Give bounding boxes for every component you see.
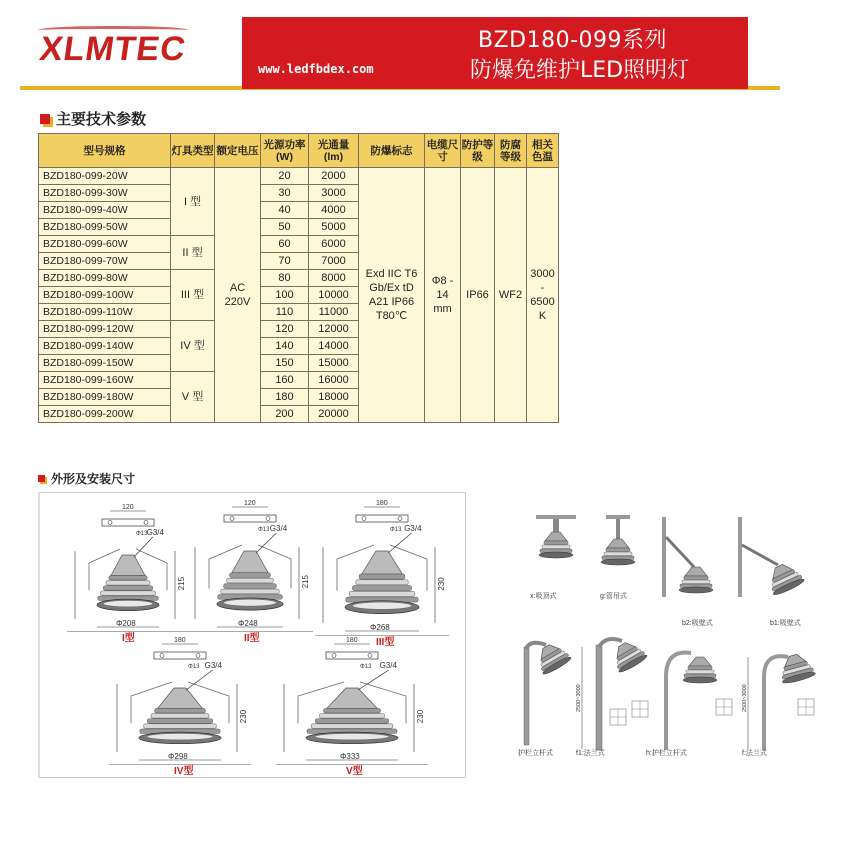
flux-cell: 11000	[309, 304, 359, 321]
lamp-fin	[682, 580, 710, 584]
pole-height-label: 2500~3000	[742, 684, 748, 712]
lamp-dome	[232, 551, 268, 573]
hole-label: Φ13	[390, 527, 402, 533]
lamp-dome	[607, 539, 629, 548]
ip-rating-cell: IP66	[461, 168, 495, 423]
series-title: BZD180-099系列	[478, 28, 668, 53]
model-cell: BZD180-099-50W	[39, 219, 171, 236]
thread-label: G3/4	[204, 661, 222, 670]
flux-cell: 14000	[309, 338, 359, 355]
power-cell: 40	[261, 202, 309, 219]
installation-label: f1:法兰式	[576, 750, 605, 757]
baseline	[187, 631, 313, 632]
lamp-type-label: V型	[346, 766, 363, 777]
lamp-fin	[352, 586, 411, 591]
lamp-glass	[315, 733, 389, 739]
lamp-type-cell: IV 型	[171, 321, 215, 372]
lamp-fin	[323, 708, 380, 712]
power-cell: 160	[261, 372, 309, 389]
mounting-bracket	[356, 515, 408, 522]
height-label: 230	[437, 577, 446, 591]
pole-arm	[599, 639, 622, 647]
width-label: Φ333	[340, 752, 360, 761]
dimension-drawings-svg	[40, 493, 468, 779]
baseline	[67, 631, 189, 632]
bolt-hole	[368, 654, 372, 658]
bracket-length-label: 120	[244, 500, 256, 507]
table-row	[39, 168, 559, 185]
bracket-length-label: 180	[346, 637, 358, 644]
lamp-fin	[356, 580, 409, 585]
power-cell: 60	[261, 236, 309, 253]
pole	[524, 647, 529, 745]
ceiling-mount	[536, 515, 576, 519]
height-label: 230	[239, 709, 248, 724]
hole-label: Φ13	[188, 664, 200, 670]
model-cell: BZD180-099-100W	[39, 287, 171, 304]
cable-size-cell: Φ8 - 14 mm	[425, 168, 461, 423]
col-header: 电缆尺寸	[425, 134, 461, 168]
lamp-fin	[151, 714, 209, 718]
thread-label: G3/4	[379, 661, 397, 670]
model-cell: BZD180-099-80W	[39, 270, 171, 287]
power-cell: 120	[261, 321, 309, 338]
bolt-hole	[230, 517, 234, 521]
title-banner	[242, 17, 748, 89]
flux-cell: 5000	[309, 219, 359, 236]
dimensions-heading	[38, 470, 135, 487]
lamp-drawing	[109, 637, 251, 777]
model-cell: BZD180-099-140W	[39, 338, 171, 355]
lamp-type-cell: V 型	[171, 372, 215, 423]
wall-arm	[666, 537, 694, 567]
power-cell: 200	[261, 406, 309, 423]
col-header: 光通量(lm)	[309, 134, 359, 168]
tilted-lamp	[608, 637, 648, 675]
installation-label: x:吸顶式	[530, 593, 557, 600]
lamp-fin	[359, 574, 405, 579]
baseline	[276, 764, 428, 765]
lamp-drawing	[276, 637, 428, 777]
installation-drawings	[516, 487, 832, 787]
flux-cell: 7000	[309, 253, 359, 270]
pendant-pipe	[616, 519, 620, 539]
lamp-cover	[679, 587, 713, 593]
power-cell: 140	[261, 338, 309, 355]
lamp-fin	[319, 714, 384, 718]
model-cell: BZD180-099-60W	[39, 236, 171, 253]
specs-heading	[40, 108, 146, 129]
lamp-fin	[147, 719, 213, 723]
bolt-hole	[266, 517, 270, 521]
flux-cell: 18000	[309, 389, 359, 406]
model-cell: BZD180-099-40W	[39, 202, 171, 219]
lamp-fin	[349, 591, 415, 596]
height-label: 230	[416, 709, 425, 724]
col-header: 防腐等级	[495, 134, 527, 168]
leader-line	[134, 537, 153, 557]
lamp-type-label: I型	[122, 633, 135, 644]
flux-cell: 16000	[309, 372, 359, 389]
lamp-type-cell: III 型	[171, 270, 215, 321]
product-title: 防爆免维护LED照明灯	[470, 58, 690, 83]
anticorrosion-cell: WF2	[495, 168, 527, 423]
lamp-cover	[601, 559, 635, 565]
installation-label: 护栏立杆式	[518, 750, 553, 757]
bracket-length-label: 180	[376, 500, 388, 507]
flux-cell: 20000	[309, 406, 359, 423]
lamp-fin	[606, 548, 630, 552]
lamp-glass	[103, 600, 153, 606]
voltage-cell: AC 220V	[215, 168, 261, 423]
power-cell: 80	[261, 270, 309, 287]
lamp-type-cell: I 型	[171, 168, 215, 236]
lamp-cover	[539, 552, 573, 558]
curved-pole	[666, 653, 691, 751]
wall-arm	[742, 545, 778, 565]
lamp-dome	[545, 532, 567, 541]
spec-table	[38, 133, 559, 423]
model-cell: BZD180-099-70W	[39, 253, 171, 270]
height-label: 215	[301, 575, 310, 589]
dimension-drawings	[38, 492, 466, 778]
lamp-drawing	[187, 500, 313, 644]
flux-cell: 3000	[309, 185, 359, 202]
stem	[553, 519, 559, 532]
lamp-fin	[686, 670, 714, 674]
installation-label: b1:吸壁式	[770, 620, 801, 627]
bolt-hole	[362, 517, 366, 521]
bolt-hole	[144, 521, 148, 525]
flux-cell: 12000	[309, 321, 359, 338]
lamp-dome	[327, 688, 378, 708]
baseline	[109, 764, 251, 765]
leader-line	[358, 670, 389, 690]
tilted-lamp	[764, 559, 806, 597]
bolt-hole	[196, 654, 200, 658]
col-header: 光源功率(W)	[261, 134, 309, 168]
width-label: Φ208	[116, 619, 136, 628]
leader-line	[256, 533, 276, 553]
lamp-fin	[315, 719, 389, 723]
lamp-fin	[100, 591, 155, 595]
model-cell: BZD180-099-30W	[39, 185, 171, 202]
power-cell: 50	[261, 219, 309, 236]
col-header: 灯具类型	[171, 134, 215, 168]
model-cell: BZD180-099-120W	[39, 321, 171, 338]
model-cell: BZD180-099-180W	[39, 389, 171, 406]
lamp-glass	[147, 733, 213, 739]
lamp-fin	[109, 575, 147, 579]
lamp-drawing	[67, 504, 189, 644]
col-header: 额定电压	[215, 134, 261, 168]
lamp-dome	[685, 567, 707, 576]
lamp-fin	[221, 589, 280, 594]
lamp-type-label: IV型	[174, 766, 194, 777]
installation-label: h:护栏立杆式	[646, 750, 687, 757]
width-label: Φ298	[168, 752, 188, 761]
lamp-type-label: III型	[376, 637, 395, 648]
dimensions-title: 外形及安装尺寸	[51, 472, 136, 486]
flux-cell: 4000	[309, 202, 359, 219]
flux-cell: 8000	[309, 270, 359, 287]
lamp-fin	[144, 724, 217, 728]
lamp-fin	[224, 584, 277, 589]
hole-label: Φ13	[136, 531, 148, 537]
lamp-type-label: II型	[244, 633, 260, 644]
width-label: Φ268	[370, 623, 390, 632]
power-cell: 110	[261, 304, 309, 321]
col-header: 防护等级	[461, 134, 495, 168]
website-url[interactable]: www.ledfbdex.com	[258, 62, 374, 76]
bolt-hole	[398, 517, 402, 521]
col-header: 型号规格	[39, 134, 171, 168]
power-cell: 20	[261, 168, 309, 185]
thread-label: G3/4	[269, 524, 288, 533]
col-header: 防爆标志	[359, 134, 425, 168]
pole-height-label: 2500~3000	[576, 684, 582, 712]
lamp-fin	[103, 586, 153, 590]
lamp-dome	[689, 657, 711, 666]
thread-label: G3/4	[146, 528, 164, 537]
lamp-fin	[542, 545, 570, 549]
lamp-fin	[544, 541, 568, 545]
table-header-row	[39, 134, 559, 168]
wall	[738, 517, 742, 597]
installation-drawings-svg	[516, 487, 832, 787]
lamp-dome	[362, 551, 403, 574]
flux-cell: 10000	[309, 287, 359, 304]
model-cell: BZD180-099-160W	[39, 372, 171, 389]
flux-cell: 15000	[309, 355, 359, 372]
baseline	[315, 635, 449, 636]
power-cell: 100	[261, 287, 309, 304]
thread-label: G3/4	[404, 524, 422, 533]
mounting-bracket	[224, 515, 276, 522]
brand-logo: XLMTEC	[37, 30, 189, 68]
mounting-bracket	[154, 652, 206, 659]
lamp-fin	[311, 724, 393, 728]
lamp-dome	[157, 688, 202, 708]
bolt-hole	[332, 654, 336, 658]
installation-label: f:法兰式	[742, 750, 767, 757]
hole-label: Φ13	[258, 527, 270, 533]
bolt-hole	[160, 654, 164, 658]
ex-mark-cell: Exd IIC T6 Gb/Ex tD A21 IP66 T80℃	[359, 168, 425, 423]
lamp-dome	[111, 555, 145, 575]
lamp-fin	[604, 552, 632, 556]
ceiling-mount	[606, 515, 630, 519]
lamp-glass	[224, 599, 277, 606]
lamp-fin	[230, 573, 271, 578]
section-bullet-icon	[38, 475, 45, 482]
col-header: 相关色温	[527, 134, 559, 168]
lamp-fin	[227, 578, 274, 583]
lamp-cover	[683, 677, 717, 683]
leader-line	[186, 670, 213, 690]
specs-title: 主要技术参数	[56, 110, 147, 128]
model-cell: BZD180-099-20W	[39, 168, 171, 185]
bracket-length-label: 180	[174, 637, 186, 644]
lamp-fin	[684, 576, 708, 580]
lamp-drawing	[315, 500, 449, 648]
width-label: Φ248	[238, 619, 258, 628]
hole-label: Φ13	[360, 664, 372, 670]
bolt-hole	[108, 521, 112, 525]
model-cell: BZD180-099-200W	[39, 406, 171, 423]
lamp-fin	[155, 708, 206, 712]
wall	[662, 517, 666, 597]
lamp-fin	[688, 666, 712, 670]
power-cell: 30	[261, 185, 309, 202]
mounting-bracket	[102, 519, 154, 526]
cct-cell: 3000 - 6500 K	[527, 168, 559, 423]
lamp-fin	[106, 581, 150, 585]
section-bullet-icon	[40, 114, 50, 124]
bracket-length-label: 120	[122, 504, 134, 511]
lamp-type-cell: II 型	[171, 236, 215, 270]
power-cell: 150	[261, 355, 309, 372]
installation-label: g:管吊式	[600, 593, 627, 600]
installation-label: b2:吸壁式	[682, 620, 713, 627]
model-cell: BZD180-099-110W	[39, 304, 171, 321]
mounting-bracket	[326, 652, 378, 659]
height-label: 215	[177, 576, 186, 591]
power-cell: 180	[261, 389, 309, 406]
pole	[596, 645, 602, 750]
flux-cell: 2000	[309, 168, 359, 185]
lamp-glass	[352, 602, 411, 609]
leader-line	[388, 533, 412, 553]
model-cell: BZD180-099-150W	[39, 355, 171, 372]
power-cell: 70	[261, 253, 309, 270]
flux-cell: 6000	[309, 236, 359, 253]
